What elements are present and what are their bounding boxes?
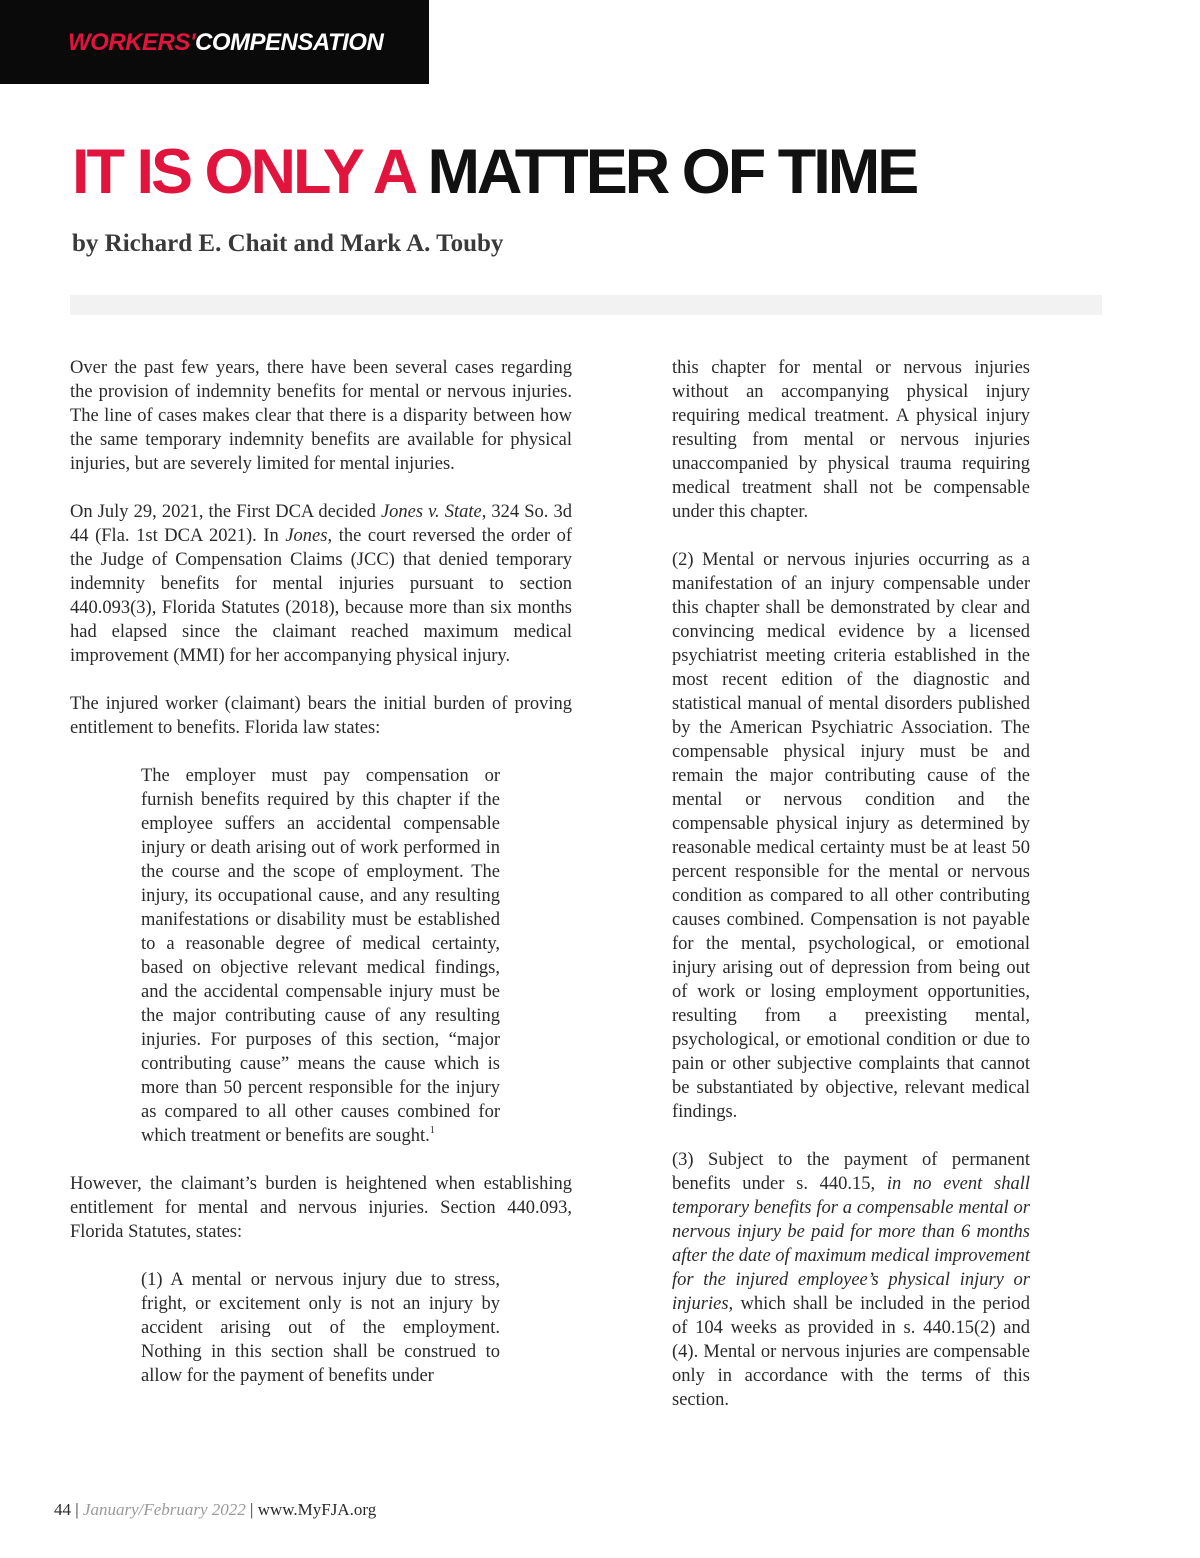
paragraph: Over the past few years, there have been several cases regarding the provision of indemnity benefits for mental or nervous injuries. The line of cases makes clear that there is a disparity between how the same temporary indemnity benefits are available for physical injuries, but are severely limited for mental injuries. bbox=[70, 358, 572, 474]
article-title bbox=[72, 134, 916, 210]
case-citation: Jones bbox=[285, 526, 328, 546]
divider-bar bbox=[70, 295, 1102, 315]
section-label-part1: WORKERS' bbox=[68, 29, 196, 56]
section-header-bar bbox=[0, 0, 429, 84]
footnote-ref: 1 bbox=[429, 1125, 435, 1136]
block-quote: (1) A mental or nervous injury due to stress, fright, or excitement only is not an injury by accident arising out of the employment. Nothing in this section shall be construed to allow for the payment of benefits under bbox=[141, 1270, 500, 1386]
emphasized-statute-text: in no event shall temporary benefits for a compensable mental or nervous injury be paid for more than 6 months after the date of maximum medical improvement for the injured employee’s physical injury or injuries, bbox=[672, 1174, 1030, 1314]
page-number: 44 bbox=[54, 1500, 71, 1519]
case-citation: Jones v. State bbox=[380, 502, 482, 522]
title-red-part: IT IS ONLY A bbox=[72, 137, 413, 207]
paragraph: However, the claimant’s burden is heightened when establishing entitlement for mental and nervous injuries. Section 440.093, Florida Statutes, states: bbox=[70, 1174, 572, 1242]
left-column bbox=[70, 356, 572, 1388]
paragraph: (2) Mental or nervous injuries occurring as a manifestation of an injury compensable under this chapter shall be demonstrated by clear and convincing medical evidence by a licensed psychiatrist meeting criteria established in the most recent edition of the diagnostic and statistical manual of mental disorders published by the American Psychiatric Association. The compensable physical injury must be and remain the major contributing cause of the mental or nervous condition and the compensable physical injury as determined by reasonable medical certainty must be at least 50 percent responsible for the mental or nervous condition as compared to all other contributing causes combined. Compensation is not payable for the mental, psychological, or emotional injury arising out of depression from being out of work or losing employment opportunities, resulting from a preexisting mental, psychological, or emotional condition or due to pain or other subjective complaints that cannot be substantiated by objective, relevant medical findings. bbox=[672, 550, 1030, 1122]
right-column bbox=[672, 356, 1030, 1436]
paragraph: The injured worker (claimant) bears the initial burden of proving entitlement to benefits. Florida law states: bbox=[70, 694, 572, 738]
paragraph: (3) Subject to the payment of permanent benefits under s. 440.15, in no event shall temporary benefits for a compensable mental or nervous injury be paid for more than 6 months after the date of maximum medical improvement for the injured employee’s physical injury or injuries, which shall be included in the period of 104 weeks as provided in s. 440.15(2) and (4). Mental or nervous injuries are compensable only in accordance with the terms of this section. bbox=[672, 1150, 1030, 1410]
section-label-part2: COMPENSATION bbox=[195, 29, 384, 56]
page-footer: 44 | January/February 2022 | www.MyFJA.org bbox=[54, 1500, 377, 1519]
byline: by Richard E. Chait and Mark A. Touby bbox=[72, 230, 504, 257]
title-black-part: MATTER OF TIME bbox=[427, 137, 917, 207]
issue-date: January/February 2022 bbox=[82, 1500, 246, 1519]
block-quote: The employer must pay compensation or furnish benefits required by this chapter if the employee suffers an accidental compensable injury or death arising out of work performed in the course and the scope of employment. The injury, its occupational cause, and any resulting manifestations or disability must be established to a reasonable degree of medical certainty, based on objective relevant medical findings, and the accidental compensable injury must be the major contributing cause of any resulting injuries. For purposes of this section, “major contributing cause” means the cause which is more than 50 percent responsible for the injury as compared to all other causes combined for which treatment or benefits are sought.$^1$ bbox=[141, 766, 500, 1146]
section-label bbox=[68, 29, 383, 57]
paragraph: On July 29, 2021, the First DCA decided Jones v. State, 324 So. 3d 44 (Fla. 1st DCA 2021). In Jones, the court reversed the order of the Judge of Compensation Claims (JCC) that denied temporary indemnity benefits for mental injuries pursuant to section 440.093(3), Florida Statutes (2018), because more than six months had elapsed since the claimant reached maximum medical improvement (MMI) for her accompanying physical injury. bbox=[70, 502, 573, 666]
paragraph: this chapter for mental or nervous injuries without an accompanying physical injury requiring medical treatment. A physical injury resulting from mental or nervous injuries unaccompanied by physical trauma requiring medical treatment shall not be compensable under this chapter. bbox=[672, 358, 1030, 522]
website-url: www.MyFJA.org bbox=[257, 1500, 377, 1519]
